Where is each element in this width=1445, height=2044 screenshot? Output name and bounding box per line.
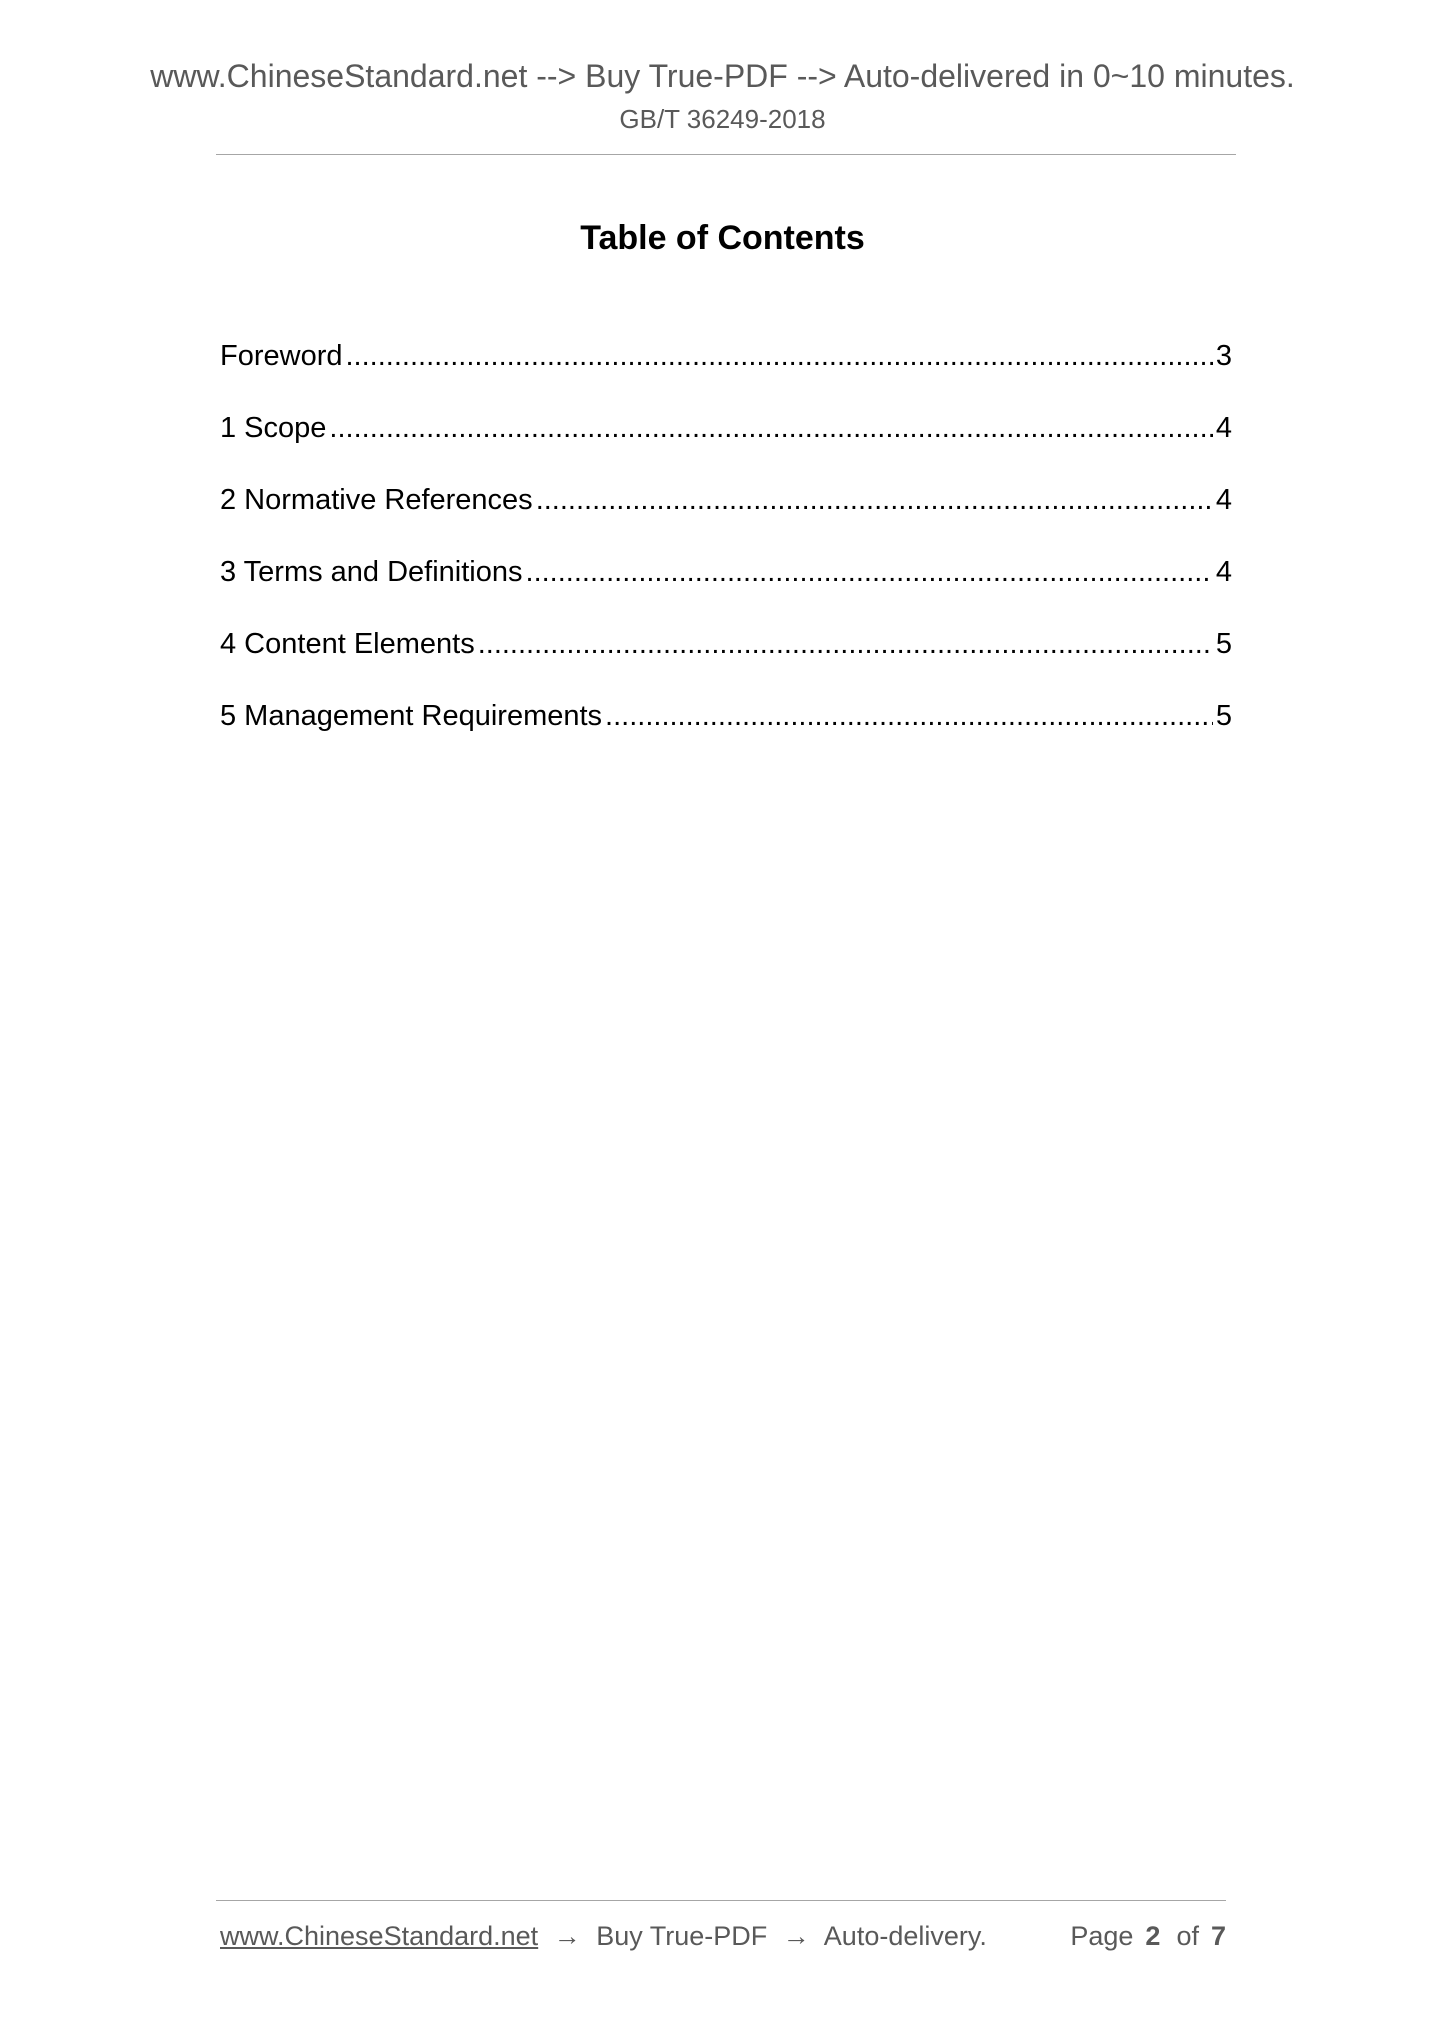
page-number xyxy=(1066,1918,1226,1954)
buy-text: Buy True-PDF xyxy=(596,1921,768,1951)
toc-entry-page: 4 xyxy=(1215,412,1232,444)
toc-entry-label: 3 Terms and Definitions xyxy=(220,556,523,588)
standard-id: GB/T 36249-2018 xyxy=(619,104,826,134)
toc-entry-normative-references[interactable] xyxy=(220,480,1232,552)
delivery-text: Auto-delivery. xyxy=(823,1921,987,1951)
toc-entry-label: Foreword xyxy=(220,340,343,372)
header-tagline: www.ChineseStandard.net --> Buy True-PDF --> Auto-delivered in 0~10 minutes. xyxy=(150,58,1295,94)
toc-entry-label: 2 Normative References xyxy=(220,484,533,516)
toc-entry-label: 4 Content Elements xyxy=(220,628,475,660)
page-footer xyxy=(220,1918,1226,1954)
toc-entry-page: 3 xyxy=(1215,340,1232,372)
toc-list xyxy=(220,336,1232,768)
footer-promo xyxy=(220,1918,987,1954)
toc-entry-foreword[interactable] xyxy=(220,336,1232,408)
dot-leader xyxy=(526,552,1213,592)
toc-entry-scope[interactable] xyxy=(220,408,1232,480)
of-word: of xyxy=(1176,1921,1199,1951)
toc-entry-label: 5 Management Requirements xyxy=(220,700,603,732)
toc-entry-terms-definitions[interactable] xyxy=(220,552,1232,624)
dot-leader xyxy=(329,408,1212,448)
dot-leader xyxy=(346,336,1213,376)
right-arrow-icon: → xyxy=(553,1921,581,1951)
dot-leader xyxy=(605,696,1213,736)
toc-entry-label: 1 Scope xyxy=(220,412,327,444)
page-header xyxy=(0,56,1445,136)
current-page: 2 xyxy=(1145,1921,1161,1951)
right-arrow-icon: → xyxy=(782,1921,810,1951)
dot-leader xyxy=(478,624,1213,664)
site-link[interactable]: www.ChineseStandard.net xyxy=(220,1921,539,1951)
toc-entry-content-elements[interactable] xyxy=(220,624,1232,696)
toc-entry-page: 5 xyxy=(1215,628,1232,660)
toc-entry-page: 5 xyxy=(1215,700,1232,732)
toc-entry-page: 4 xyxy=(1215,556,1232,588)
dot-leader xyxy=(536,480,1213,520)
toc-title: Table of Contents xyxy=(580,219,865,257)
header-divider xyxy=(216,154,1236,155)
total-pages: 7 xyxy=(1210,1921,1226,1951)
page-word: Page xyxy=(1070,1921,1134,1951)
toc-entry-management-requirements[interactable] xyxy=(220,696,1232,768)
toc-entry-page: 4 xyxy=(1215,484,1232,516)
footer-divider xyxy=(216,1900,1226,1901)
